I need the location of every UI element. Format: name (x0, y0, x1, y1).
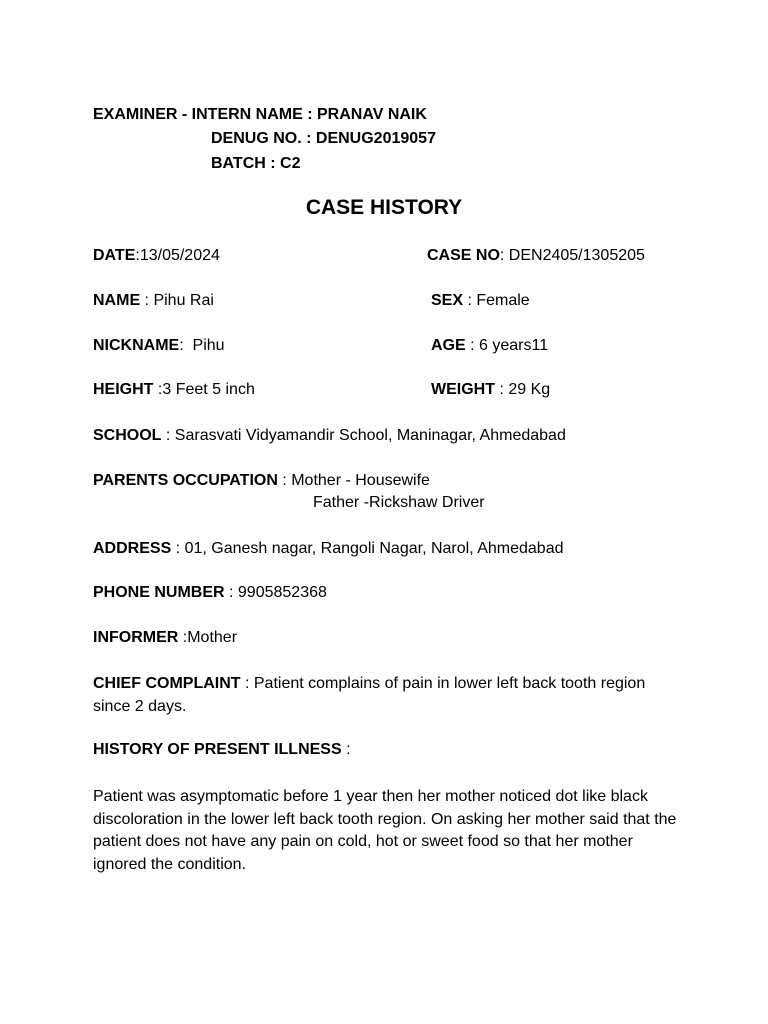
nickname-label: NICKNAME (93, 337, 180, 354)
name-value: : Pihu Rai (140, 292, 214, 309)
chief-complaint-label: CHIEF COMPLAINT (93, 675, 241, 692)
parents-occupation-label: PARENTS OCCUPATION (93, 472, 278, 489)
parents-occupation-value-2: Father -Rickshaw Driver (313, 494, 485, 511)
height-label: HEIGHT (93, 381, 154, 398)
informer-field (93, 628, 237, 648)
chief-complaint-value: : Patient complains of pain in lower left back tooth region since 2 days. (93, 675, 650, 715)
phone-label: PHONE NUMBER (93, 584, 225, 601)
weight-value: : 29 Kg (495, 381, 551, 398)
date-field (93, 246, 220, 266)
hpi-paragraph: Patient was asymptomatic before 1 year then her mother noticed dot like black discoloration in the lower left back tooth region. On asking her mother said that the patient does not have any pain on cold, hot or sweet food so that her mother ignored the condition. (93, 788, 677, 873)
sex-value: : Female (463, 292, 530, 309)
nickname-field (93, 336, 225, 356)
weight-field (431, 380, 550, 400)
age-label: AGE (431, 337, 466, 354)
nickname-value: : Pihu (179, 337, 225, 354)
case-no-label: CASE NO (427, 247, 500, 264)
height-value: :3 Feet 5 inch (153, 381, 255, 398)
date-value: :13/05/2024 (135, 247, 220, 264)
school-value: : Sarasvati Vidyamandir School, Maninagar, Ahmedabad (161, 427, 566, 444)
school-field (93, 426, 566, 446)
page-title: CASE HISTORY (305, 196, 463, 219)
case-no-field (427, 246, 645, 266)
informer-label: INFORMER (93, 629, 179, 646)
age-field (431, 336, 548, 356)
height-field (93, 380, 255, 400)
case-no-value: : DEN2405/1305205 (499, 247, 645, 264)
date-label: DATE (93, 247, 136, 264)
sex-field (431, 291, 530, 311)
hpi-field (93, 740, 351, 760)
phone-value: : 9905852368 (224, 584, 327, 601)
name-field (93, 291, 214, 311)
name-label: NAME (93, 292, 141, 309)
age-value: : 6 years11 (465, 337, 549, 354)
address-value: : 01, Ganesh nagar, Rangoli Nagar, Narol, Ahmedabad (171, 540, 564, 557)
denug-line (211, 129, 436, 149)
batch-text: BATCH : C2 (211, 155, 301, 172)
informer-value: :Mother (178, 629, 238, 646)
sex-label: SEX (431, 292, 464, 309)
hpi-value: : (341, 741, 351, 758)
school-label: SCHOOL (93, 427, 162, 444)
parents-occupation-field (93, 471, 430, 491)
parents-occupation-father (313, 493, 485, 513)
denug-text: DENUG NO. : DENUG2019057 (211, 130, 436, 147)
address-field (93, 539, 564, 559)
hpi-label: HISTORY OF PRESENT ILLNESS (93, 741, 342, 758)
chief-complaint-field (93, 673, 683, 718)
examiner-text: EXAMINER - INTERN NAME : PRANAV NAIK (93, 106, 427, 123)
phone-field (93, 583, 327, 603)
parents-occupation-value: : Mother - Housewife (277, 472, 430, 489)
address-label: ADDRESS (93, 540, 172, 557)
examiner-line (93, 105, 427, 125)
batch-line (211, 154, 300, 174)
weight-label: WEIGHT (431, 381, 495, 398)
